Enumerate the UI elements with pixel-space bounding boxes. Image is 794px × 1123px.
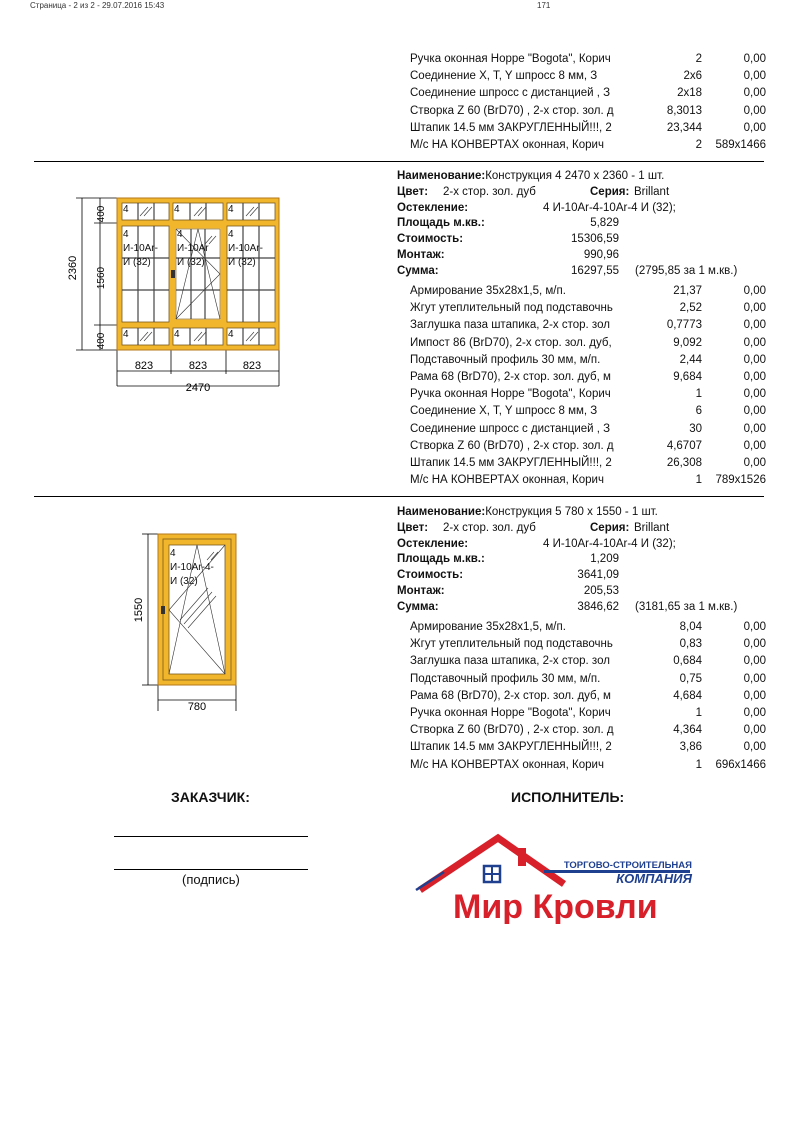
item-row [410,403,766,420]
construction-4-header [397,169,767,280]
construction-cost: 15306,59 [571,233,619,246]
item-row [410,636,766,653]
item-qty: 0,684 [673,655,702,668]
construction-install: 205,53 [583,584,619,597]
construction-area: 5,829 [590,217,619,230]
top-pane-label: 400 [96,205,107,223]
construction-sum: 3846,62 [577,600,619,613]
item-row [410,722,766,739]
construction-per-m2: (3181,65 за 1 м.кв.) [635,600,738,613]
item-row [410,335,766,352]
item-name: Заглушка паза штапика, 2-х стор. зол [410,319,610,332]
item-qty: 9,092 [673,336,702,349]
item-qty: 1 [695,388,702,401]
divider [34,496,764,497]
col-width-1: 823 [134,360,154,372]
item-row [410,705,766,722]
bottom-pane-label: 400 [96,332,107,350]
glass-label: 4 [228,229,234,240]
item-qty: 30 [689,422,702,435]
item-name: Рама 68 (BrD70), 2-х стор. зол. дуб, м [410,370,611,383]
item-qty: 1 [695,474,702,487]
item-name: Импост 86 (BrD70), 2-х стор. зол. дуб, [410,336,612,349]
item-row [410,120,766,137]
item-row [410,369,766,386]
customer-title: ЗАКАЗЧИК: [171,789,250,805]
label-install: Монтаж: [397,248,445,261]
label-color: Цвет: [397,521,429,534]
item-row [410,421,766,438]
construction-color: 2-х стор. зол. дуб [443,185,536,198]
item-qty: 1 [695,758,702,771]
logo-tagline-2: КОМПАНИЯ [616,871,692,886]
item-price: 0,00 [743,405,766,418]
glass-code: И-10Аr-4- [170,562,214,573]
construction-name: Конструкция 5 780 x 1550 - 1 шт. [485,506,658,518]
item-price: 0,00 [743,439,766,452]
label-cost: Стоимость: [397,233,464,246]
item-qty: 4,684 [673,689,702,702]
item-row [410,317,766,334]
glass-label: 4 [123,204,129,215]
items-list-top [410,51,766,154]
signature-hint: (подпись) [182,872,240,887]
label-name: Наименование: [397,506,486,518]
item-price: 0,00 [743,456,766,469]
construction-glazing: 4 И-10Аr-4-10Аr-4 И (32); [543,537,676,550]
label-glazing: Остекление: [397,537,469,550]
logo-brand: Мир Кровли [453,888,658,924]
item-name: Жгут утеплительный под подставочнь [410,638,613,651]
item-name: Ручка оконная Hoppe "Bogota", Корич [410,706,611,719]
item-name: Подставочный профиль 30 мм, м/п. [410,672,601,685]
item-qty: 6 [695,405,702,418]
label-glazing: Остекление: [397,201,469,214]
item-price: 0,00 [743,724,766,737]
item-name: М/с НА КОНВЕРТАХ оконная, Корич [410,138,604,151]
item-price: 0,00 [743,87,766,100]
construction-series: Brillant [634,185,670,198]
item-price: 0,00 [743,689,766,702]
item-price: 589x1466 [715,138,766,151]
glass-label: 4 [123,329,129,340]
construction-4-drawing [60,186,290,398]
item-price: 0,00 [743,319,766,332]
item-row [410,137,766,154]
item-qty: 2,52 [679,302,702,315]
items-list-construction-4 [410,283,766,489]
item-price: 0,00 [743,53,766,65]
label-area: Площадь м.кв.: [397,217,485,230]
item-price: 696x1466 [715,758,766,771]
construction-per-m2: (2795,85 за 1 м.кв.) [635,264,738,277]
item-price: 0,00 [743,422,766,435]
item-price: 0,00 [743,370,766,383]
item-qty: 2,44 [679,353,702,366]
glass-thickness: И (32) [170,576,198,587]
item-name: Подставочный профиль 30 мм, м/п. [410,353,601,366]
glass-thickness: И (32) [228,257,256,268]
construction-5-header [397,505,767,616]
col-width-2: 823 [188,360,208,372]
item-qty: 2 [695,138,702,151]
width-label: 2470 [185,382,211,394]
item-name: Рама 68 (BrD70), 2-х стор. зол. дуб, м [410,689,611,702]
item-price: 0,00 [743,741,766,754]
col-width-3: 823 [242,360,262,372]
company-logo [414,832,696,924]
page-number: 171 [537,1,551,10]
item-row [410,671,766,688]
glass-thickness: И (32) [177,257,205,268]
item-qty: 2x18 [677,87,702,100]
item-price: 0,00 [743,638,766,651]
contractor-title: ИСПОЛНИТЕЛЬ: [511,789,625,805]
item-price: 0,00 [743,104,766,117]
item-price: 0,00 [743,655,766,668]
width-label: 780 [187,701,207,713]
item-name: Створка Z 60 (BrD70) , 2-х стор. зол. д [410,439,614,452]
item-qty: 0,7773 [666,319,702,332]
item-name: Створка Z 60 (BrD70) , 2-х стор. зол. д [410,104,614,117]
item-name: Створка Z 60 (BrD70) , 2-х стор. зол. д [410,724,614,737]
glass-code: И-10Аr [177,243,209,254]
construction-install: 990,96 [583,248,619,261]
construction-cost: 3641,09 [577,569,619,582]
item-row [410,455,766,472]
item-qty: 8,04 [679,621,702,633]
item-name: Соединение X, T, Y шпросс 8 мм, З [410,405,598,418]
item-name: Армирование 35x28x1,5, м/п. [410,621,566,633]
item-qty: 8,3013 [666,104,702,117]
item-name: Армирование 35x28x1,5, м/п. [410,285,566,297]
label-area: Площадь м.кв.: [397,553,485,566]
item-price: 0,00 [743,706,766,719]
label-sum: Сумма: [397,600,439,613]
construction-color: 2-х стор. зол. дуб [443,521,536,534]
item-price: 0,00 [743,621,766,633]
construction-series: Brillant [634,521,670,534]
items-list-construction-5 [410,619,766,774]
signature-line [114,836,308,837]
height-label: 1550 [133,597,145,623]
item-qty: 9,684 [673,370,702,383]
item-name: Штапик 14.5 мм ЗАКРУГЛЕННЫЙ!!!, 2 [410,121,612,134]
item-price: 0,00 [743,302,766,315]
item-qty: 4,364 [673,724,702,737]
divider [34,161,764,162]
item-name: Штапик 14.5 мм ЗАКРУГЛЕННЫЙ!!!, 2 [410,456,612,469]
item-name: Соединение шпросс с дистанцией , З [410,422,611,435]
item-qty: 23,344 [666,121,702,134]
label-install: Монтаж: [397,584,445,597]
item-name: М/с НА КОНВЕРТАХ оконная, Корич [410,758,604,771]
label-sum: Сумма: [397,264,439,277]
glass-label: 4 [228,204,234,215]
label-series: Серия: [590,521,630,534]
item-price: 0,00 [743,121,766,134]
height-label: 2360 [67,255,79,281]
item-price: 0,00 [743,353,766,366]
item-row [410,438,766,455]
item-price: 0,00 [743,70,766,83]
item-price: 0,00 [743,285,766,297]
label-cost: Стоимость: [397,569,464,582]
item-price: 789x1526 [715,474,766,487]
label-color: Цвет: [397,185,429,198]
item-qty: 2 [695,53,702,65]
item-row [410,51,766,68]
item-name: Ручка оконная Hoppe "Bogota", Корич [410,53,611,65]
construction-sum: 16297,55 [571,264,619,277]
item-name: Штапик 14.5 мм ЗАКРУГЛЕННЫЙ!!!, 2 [410,741,612,754]
item-name: Ручка оконная Hoppe "Bogota", Корич [410,388,611,401]
glass-label: 4 [174,204,180,215]
glass-label: 4 [174,329,180,340]
item-row [410,352,766,369]
item-qty: 2x6 [683,70,702,83]
item-row [410,283,766,300]
item-qty: 0,75 [679,672,702,685]
item-row [410,472,766,489]
item-name: Соединение шпросс с дистанцией , З [410,87,611,100]
item-row [410,757,766,774]
glass-label: 4 [177,229,183,240]
item-qty: 4,6707 [666,439,702,452]
item-row [410,739,766,756]
glass-thickness: И (32) [123,257,151,268]
item-name: М/с НА КОНВЕРТАХ оконная, Корич [410,474,604,487]
construction-area: 1,209 [590,553,619,566]
item-row [410,85,766,102]
page-info: Страница - 2 из 2 - 29.07.2016 15:43 [30,1,165,10]
item-qty: 26,308 [666,456,702,469]
item-row [410,386,766,403]
label-name: Наименование: [397,170,486,182]
item-row [410,300,766,317]
item-qty: 0,83 [679,638,702,651]
logo-tagline-1: ТОРГОВО-СТРОИТЕЛЬНАЯ [563,860,692,871]
item-name: Жгут утеплительный под подставочнь [410,302,613,315]
item-name: Соединение X, T, Y шпросс 8 мм, З [410,70,598,83]
item-price: 0,00 [743,672,766,685]
item-name: Заглушка паза штапика, 2-х стор. зол [410,655,610,668]
item-qty: 1 [695,706,702,719]
construction-glazing: 4 И-10Аr-4-10Аr-4 И (32); [543,201,676,214]
item-row [410,688,766,705]
glass-label: 4 [170,548,176,559]
glass-label: 4 [123,229,129,240]
glass-code: И-10Аr- [228,243,263,254]
glass-code: И-10Аr- [123,243,158,254]
item-price: 0,00 [743,388,766,401]
construction-name: Конструкция 4 2470 x 2360 - 1 шт. [485,170,665,182]
item-row [410,653,766,670]
item-price: 0,00 [743,336,766,349]
item-qty: 3,86 [679,741,702,754]
item-row [410,68,766,85]
mid-pane-label: 1560 [96,266,107,290]
item-qty: 21,37 [673,285,702,297]
label-series: Серия: [590,185,630,198]
item-row [410,619,766,636]
item-row [410,103,766,120]
construction-5-drawing [128,528,240,714]
glass-label: 4 [228,329,234,340]
signature-line [114,869,308,870]
